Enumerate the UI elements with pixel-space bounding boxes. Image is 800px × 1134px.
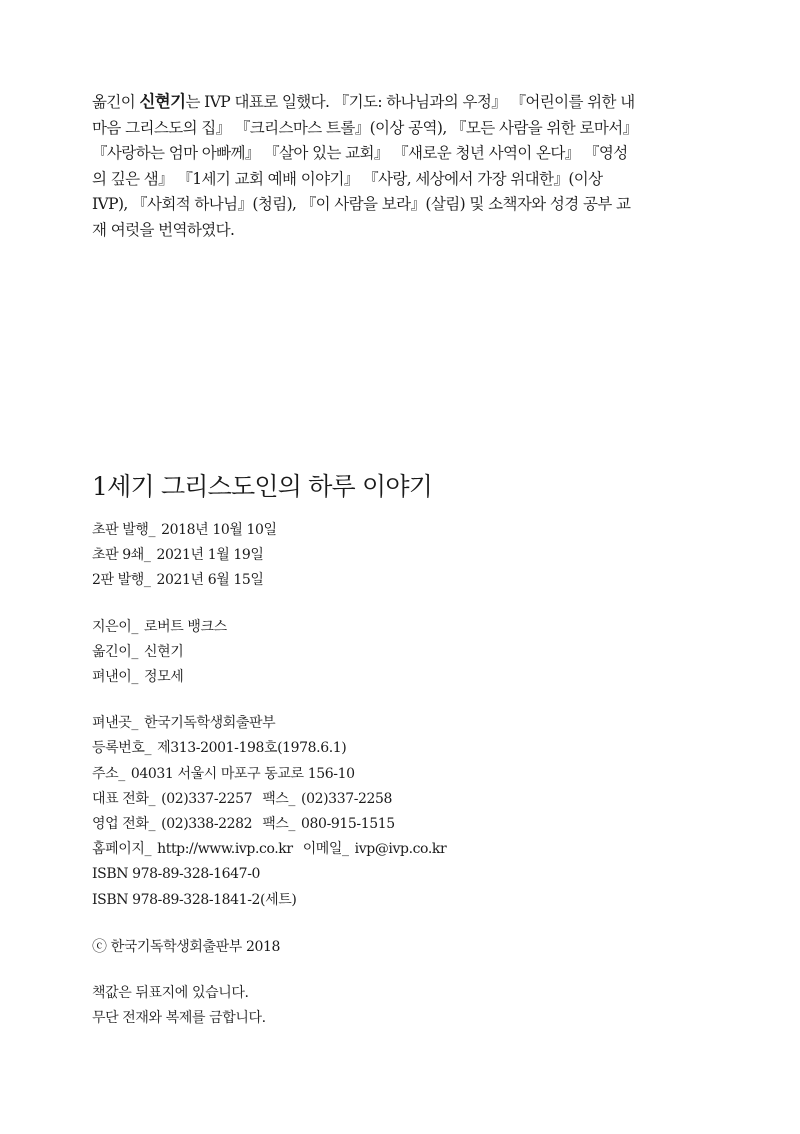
bio-body: 는 IVP 대표로 일했다. 『기도: 하나님과의 우정』 『어린이를 위한 내 마음 그리스도의 집』 『크리스마스 트롤』(이상 공역), 『모든 사람을 위한 로마서』 『사랑하는 엄마 아빠께』 『살아 있는 교회』 『새로운 청년 사역이 온다』 『영성의 깊은 샘』 『1세기 교회 예배 이야기』 『사랑, 세상에서 가장 위대한』(이상 IVP), 『사회적 하나님』(청림), 『이 사람을 보라』(살림) 및 소책자와 성경 공부 교재 여럿을 번역하였다. [92,93,638,239]
book-title: 1세기 그리스도인의 하루 이야기 [92,472,433,501]
edition-ninth-printing: 초판 9쇄_ 2021년 1월 19일 [92,547,264,564]
email-link[interactable]: ivp@ivp.co.kr [354,841,447,858]
bio-intro: 옮긴이 [92,93,140,111]
translator-name: 신현기 [139,92,186,111]
sales-contact: 영업 전화_ (02)338-2282 팩스_ 080-915-1515 [92,816,395,833]
notice-copyright: 무단 전재와 복제를 금합니다. [92,1010,266,1027]
isbn-set: ISBN 978-89-328-1841-2(세트) [92,891,297,908]
translator-bio [92,89,642,243]
registration-number: 등록번호_ 제313-2001-198호(1978.6.1) [92,740,347,757]
edition-history [92,518,692,594]
credit-publisher-person: 펴낸이_ 정모세 [92,669,184,686]
copyright-line: ⓒ 한국기독학생회출판부 2018 [92,936,280,955]
address: 주소_ 04031 서울시 마포구 동교로 156-10 [92,765,355,782]
credit-author: 지은이_ 로버트 뱅크스 [92,618,227,635]
edition-second: 2판 발행_ 2021년 6월 15일 [92,572,264,589]
homepage-link[interactable]: http://www.ivp.co.kr [157,841,293,858]
copyright-icon: ⓒ [92,936,107,955]
isbn: ISBN 978-89-328-1647-0 [92,866,261,883]
publisher-info [92,711,692,913]
publisher-company: 펴낸곳_ 한국기독학생회출판부 [92,715,276,732]
edition-first: 초판 발행_ 2018년 10월 10일 [92,522,277,538]
notice-price: 책값은 뒤표지에 있습니다. [92,985,249,1002]
credits [92,615,692,691]
main-contact: 대표 전화_ (02)337-2257 팩스_ (02)337-2258 [92,790,393,807]
colophon [92,518,692,1052]
notices [92,981,692,1031]
copyright [92,934,692,960]
web-contact: 홈페이지_ http://www.ivp.co.kr 이메일_ ivp@ivp.co.kr [92,841,447,858]
credit-translator: 옮긴이_ 신현기 [92,643,184,660]
